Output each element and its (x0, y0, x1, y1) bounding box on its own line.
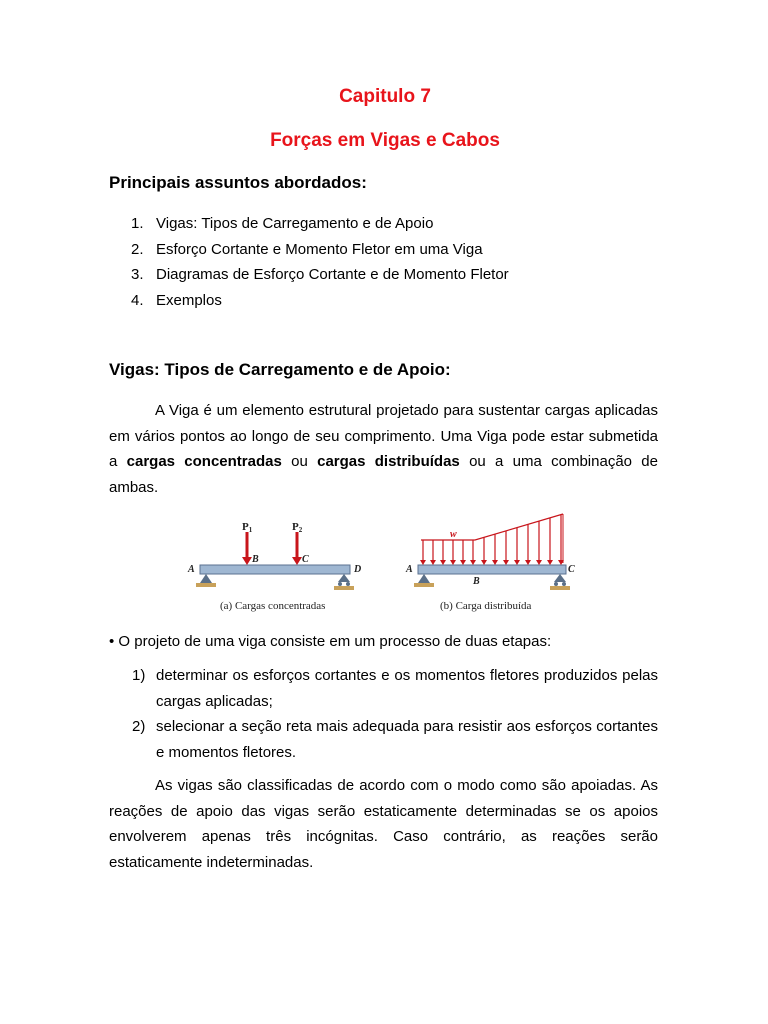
label-a: A (406, 564, 413, 575)
design-steps (132, 663, 658, 765)
label-d: D (354, 564, 362, 575)
label-p2: P2 (292, 521, 303, 534)
paragraph-text: As vigas são classificadas de acordo com o modo como são apoiadas. As reações de apoio das vigas serão estaticamente determinadas se os apoios envolverem apenas três incógnitas. Caso contrário, as reações serão estaticamente indeterminadas. (109, 777, 658, 871)
list-item-text: Vigas: Tipos de Carregamento e de Apoio (156, 215, 434, 232)
label-c: C (568, 564, 575, 575)
list-item-text: Esforço Cortante e Momento Fletor em uma Viga (156, 240, 483, 258)
chapter-number: Capitulo 7 (339, 86, 431, 107)
beam-figure-svg (170, 510, 590, 620)
list-item-number: 1. (131, 215, 144, 232)
beam-figure (170, 510, 590, 620)
list-item (132, 714, 658, 765)
step-text: determinar os esforços cortantes e os momentos fletores produzidos pelas cargas aplicadas; (156, 667, 658, 710)
label-c: C (302, 554, 309, 565)
list-item-number: 3. (131, 266, 144, 283)
caption-left: (a) Cargas concentradas (220, 600, 326, 612)
pin-support-a (196, 574, 216, 587)
list-item (132, 663, 658, 714)
label-w: w (450, 529, 457, 540)
topics-heading: Principais assuntos abordados: (109, 173, 367, 192)
distributed-load-arrows (423, 515, 561, 561)
distributed-load-arrowheads (420, 560, 564, 565)
label-p1: P1 (242, 521, 253, 534)
roller-support-d (334, 574, 354, 590)
beam (418, 565, 566, 574)
list-item (131, 262, 509, 288)
load-arrow-p2 (292, 532, 302, 565)
label-b: B (252, 554, 259, 565)
paragraph-text: ou a uma combinação de ambas. (109, 453, 658, 496)
distributed-load-diagram (405, 514, 575, 612)
list-item-text: Exemplos (156, 291, 222, 309)
list-item-number: 2. (131, 240, 144, 258)
beam (200, 565, 350, 574)
label-b: B (473, 576, 480, 587)
roller-support-c (550, 574, 570, 590)
bold-term: cargas distribuídas (317, 453, 460, 470)
load-arrow-p1 (242, 532, 252, 565)
step-text: selecionar a seção reta mais adequada para resistir aos esforços cortantes e momentos fletores. (156, 718, 658, 761)
list-item-text: Diagramas de Esforço Cortante e de Momento Fletor (156, 266, 509, 283)
load-outline (421, 514, 563, 540)
step-number: 1) (132, 667, 146, 684)
list-item (131, 237, 509, 263)
section-heading: Vigas: Tipos de Carregamento e de Apoio: (109, 360, 451, 379)
paragraph-text: ou (281, 453, 318, 470)
step-number: 2) (132, 718, 146, 735)
concentrated-loads-diagram (187, 521, 361, 612)
paragraph-text: A Viga é um elemento estrutural projetado para sustentar cargas aplicadas em vários pontos ao longo de seu comprimento. Uma Viga pode estar submetida a (109, 402, 658, 470)
label-a: A (188, 564, 195, 575)
topics-list (131, 211, 509, 313)
caption-right: (b) Carga distribuída (440, 600, 532, 612)
bold-term: cargas concentradas (126, 453, 282, 470)
chapter-title: Forças em Vigas e Cabos (270, 130, 500, 151)
list-item (131, 211, 509, 237)
list-item (131, 288, 509, 314)
list-item-number: 4. (131, 291, 144, 309)
design-intro: • O projeto de uma viga consiste em um processo de duas etapas: (109, 633, 552, 650)
classification-paragraph (109, 773, 658, 875)
intro-paragraph (109, 398, 658, 500)
pin-support-a (414, 574, 434, 587)
